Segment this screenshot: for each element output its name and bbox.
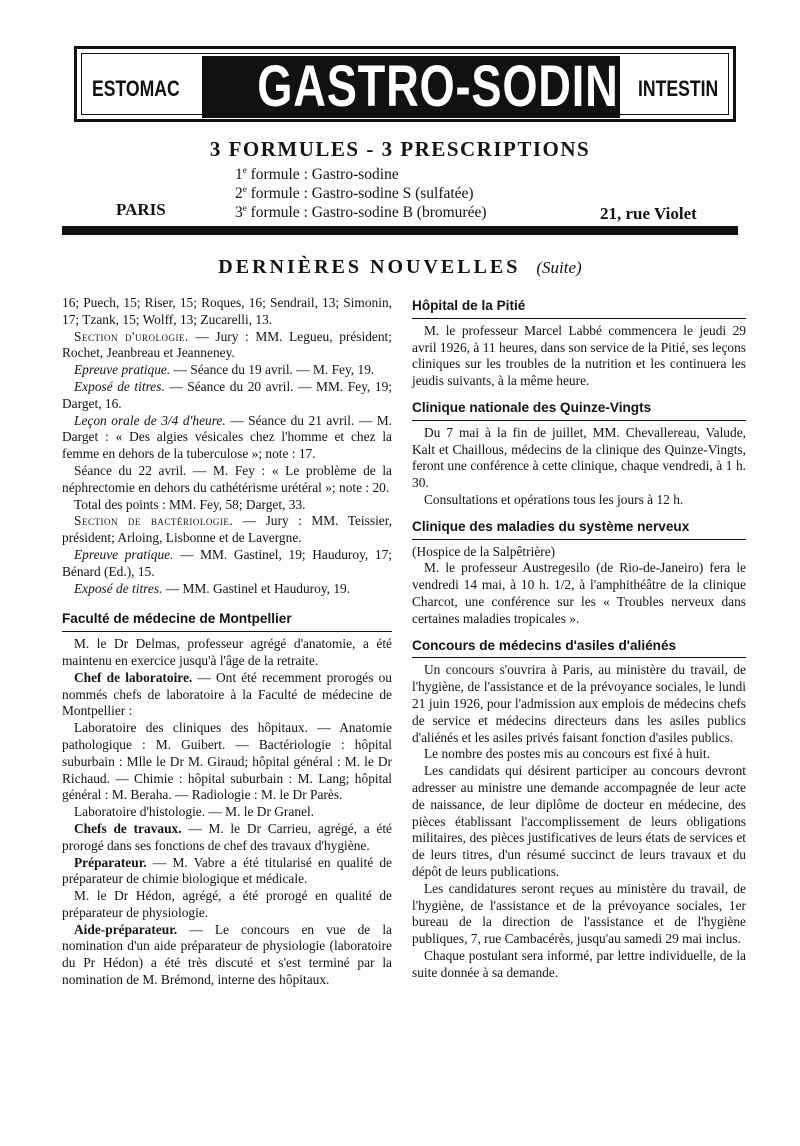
paragraph: Aide-préparateur. — Le concours en vue de la nomination d'un aide préparateur de physiologie (laboratoire du Pr Hédon) a été très discuté et s'est terminé par la nomination de M. Brémond, interne des hôpitaux.: [62, 921, 392, 988]
paragraph: Laboratoire d'histologie. — M. le Dr Granel.: [74, 804, 315, 820]
section-heading-montpellier: Faculté de médecine de Montpellier: [62, 611, 392, 632]
advert-right-word: INTESTIN: [637, 76, 718, 101]
paragraph: Chef de laboratoire. — Ont été recemment prorogés ou nommés chefs de laboratoire à la Faculté de médecine de Montpellier :: [62, 669, 392, 719]
paragraph: Du 7 mai à la fin de juillet, MM. Chevallereau, Valude, Kalt et Chaillous, médecins de la clinique des Quinze-Vingts, feront une conférence à cette clinique, chaque vendredi, à 1 h. 30.: [412, 424, 746, 491]
paragraph: 16; Puech, 15; Riser, 15; Roques, 16; Sendrail, 13; Simonin, 17; Tzank, 15; Wolff, 13; Zucarelli, 13.: [62, 295, 392, 327]
section-heading-systeme-nerveux: Clinique des maladies du système nerveux: [412, 519, 746, 540]
paragraph: Laboratoire des cliniques des hôpitaux. — Anatomie pathologique : M. Guibert. — Bactériologie : hôpital suburbain : Mlle le Dr M. Giraud; hôpital général : M. le Dr Richaud. — Chimie : hôpital suburbain : M. Lang; hôpital général : M. Beraha. — Radiologie : M. le Dr Parès.: [62, 720, 392, 803]
paragraph: Total des points : MM. Fey, 58; Darget, 33.: [74, 496, 306, 512]
section-heading-concours: Concours de médecins d'asiles d'aliénés: [412, 638, 746, 659]
left-column: [62, 295, 392, 989]
paragraph: M. le Dr Delmas, professeur agrégé d'anatomie, a été maintenu en exercice jusqu'à l'âge de la retraite.: [62, 636, 392, 668]
paragraph: Section de bactériologie. — Jury : MM. Teissier, président; Arloing, Lisbonne et de Lavergne.: [62, 513, 393, 546]
advert-city: PARIS: [116, 200, 166, 219]
advert-address: 21, rue Violet: [600, 204, 697, 223]
right-column: [412, 298, 746, 981]
formula-line-2: 2e formule : Gastro-sodine S (sulfatée): [235, 184, 474, 203]
section-divider: [62, 226, 738, 235]
section-heading-quinze-vingts: Clinique nationale des Quinze-Vingts: [412, 400, 746, 421]
paragraph: Consultations et opérations tous les jours à 12 h.: [424, 491, 684, 507]
paragraph: Leçon orale de 3/4 d'heure. — Séance du 21 avril. — M. Darget : « Des algies vésicales chez l'homme et chez la femme en dehors de la tuberculose »; note : 17.: [62, 412, 393, 462]
advert-brand: GASTRO-SODINE: [257, 54, 650, 119]
paragraph: Epreuve pratique. — Séance du 19 avril. — M. Fey, 19.: [74, 362, 375, 378]
paragraph: Chefs de travaux. — M. le Dr Carrieu, agrégé, a été prorogé dans ses fonctions de chef des travaux d'hygiène.: [62, 820, 392, 853]
page-title: DERNIÈRES NOUVELLES (Suite): [218, 256, 582, 278]
formula-line-3: 3e formule : Gastro-sodine B (bromurée): [235, 203, 487, 222]
paragraph: Section d'urologie. — Jury : MM. Legueu, président; Rochet, Jeanbreau et Jeanneney.: [62, 328, 392, 361]
paragraph: Exposé de titres. — Séance du 20 avril. — MM. Fey, 19; Darget, 16.: [62, 378, 392, 411]
paragraph: M. le professeur Austregesilo (de Rio-de-Janeiro) fera le vendredi 14 mai, à 10 h. 1/2, à l'amphithéâtre de la clinique Charcot, une conférence sur les « Troubles nerveux dans certaines maladies tropicales ».: [412, 560, 746, 626]
paragraph: Chaque postulant sera informé, par lettre individuelle, de la suite donnée à sa demande.: [412, 947, 746, 980]
paragraph: Séance du 22 avril. — M. Fey : « Le problème de la néphrectomie en dehors du cathétérisme urétéral »; note : 20.: [62, 462, 392, 495]
paragraph: Les candidatures seront reçues au ministère du travail, de l'hygiène, de l'assistance et de la prévoyance sociales, 1er bureau de la direction de l'assistance et de l'hygiène publiques, 7, rue Cambacérès, jusqu'au samedi 29 mai inclus.: [412, 880, 746, 947]
section-heading-pitie: Hôpital de la Pitié: [412, 298, 746, 319]
paragraph: Préparateur. — M. Vabre a été titularisé en qualité de préparateur de chimie biologique et médicale.: [62, 854, 392, 887]
advert-brand-box: [202, 54, 650, 119]
advert-left-word: ESTOMAC: [92, 76, 180, 101]
page-title-suffix: (Suite): [536, 258, 582, 277]
advert-banner: [74, 46, 736, 122]
paragraph: M. le Dr Hédon, agrégé, a été prorogé en qualité de préparateur de physiologie.: [62, 888, 392, 920]
paragraph: Le nombre des postes mis au concours est fixé à huit.: [424, 746, 710, 762]
paragraph: M. le professeur Marcel Labbé commencera le jeudi 29 avril 1926, à 11 heures, dans son service de la Pitié, ses leçons cliniques sur les troubles de la nutrition et les continuera les jeudis suivants, à la même heure.: [412, 322, 746, 389]
advert-banner-frame: [81, 53, 729, 119]
paragraph: Les candidats qui désirent participer au concours devront adresser au ministre une demande accompagnée de leur acte de naissance, de leur diplôme de docteur en médecine, des pièces établissant l'accomplissement de leurs obligations militaires, des pièces justificatives de leurs états de services et de leurs titres, d'un résumé succinct de leurs travaux et du dépôt de leurs publications.: [412, 763, 746, 879]
paragraph: Exposé de titres. — MM. Gastinel et Hauduroy, 19.: [74, 580, 351, 596]
advert-headline: 3 FORMULES - 3 PRESCRIPTIONS: [209, 137, 591, 161]
paragraph: Un concours s'ouvrira à Paris, au ministère du travail, de l'hygiène, de l'assistance et de la prévoyance sociales, le lundi 21 juin 1926, pour l'admission aux emplois de médecins chefs de service et médecins directeurs dans les asiles publics d'aliénés et les asiles privés faisant fonction d'asiles publics.: [412, 662, 746, 745]
paragraph: Epreuve pratique. — MM. Gastinel, 19; Hauduroy, 17; Bénard (Ed.), 15.: [62, 546, 393, 579]
formula-line-1: 1e formule : Gastro-sodine: [235, 165, 399, 184]
paragraph: (Hospice de la Salpêtrière): [412, 543, 556, 559]
